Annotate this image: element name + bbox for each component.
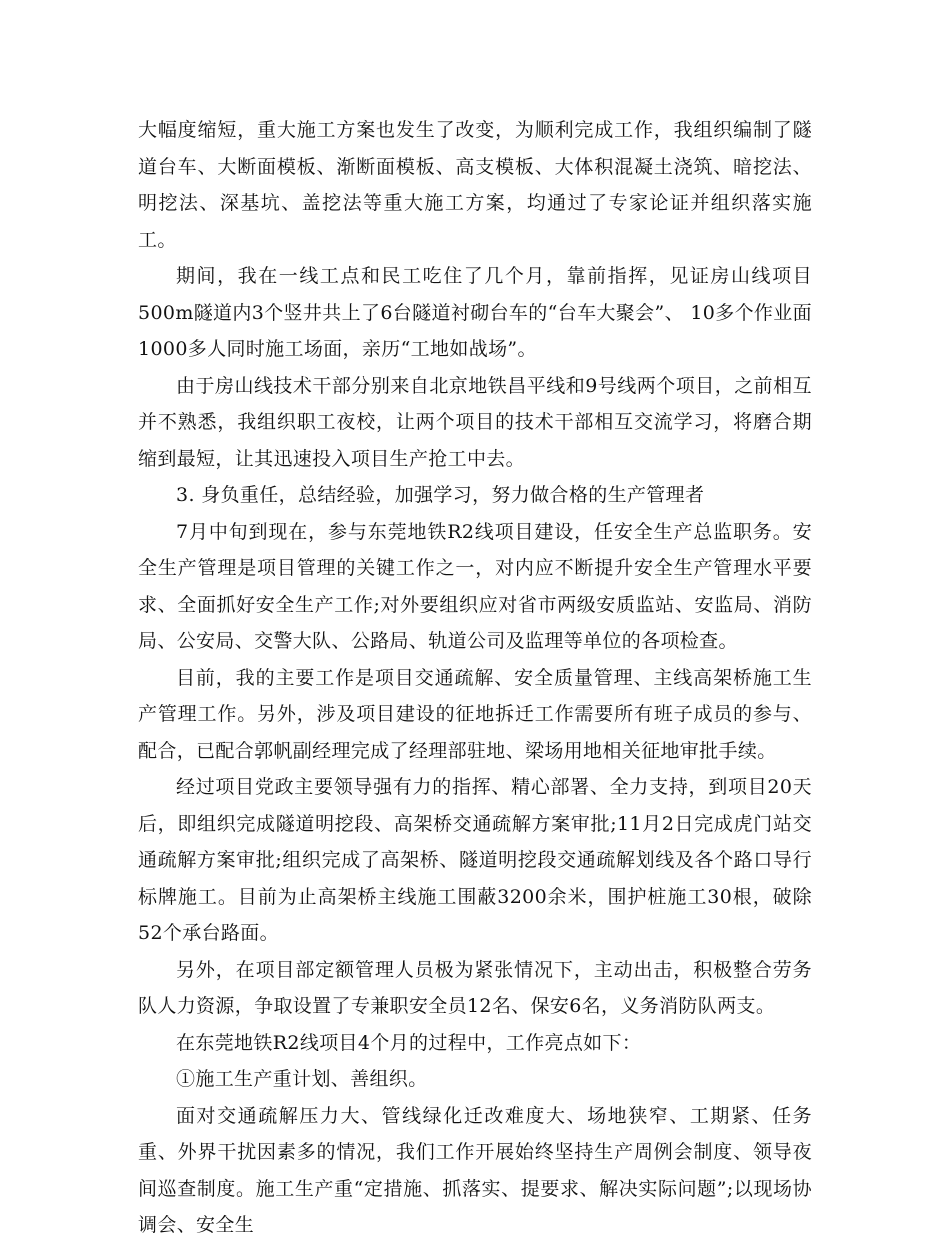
paragraph-planning: 面对交通疏解压力大、管线绿化迁改难度大、场地狭窄、工期紧、任务重、外界干扰因素多的情况，我们工作开展始终坚持生产周例会制度、领导夜间巡查制度。施工生产重“定措施、抓落实、提要求、解决实际问题”;以现场协调会、安全生 — [138, 1104, 812, 1236]
paragraph-main-work: 目前，我的主要工作是项目交通疏解、安全质量管理、主线高架桥施工生产管理工作。另外，涉及项目建设的征地拆迁工作需要所有班子成员的参与、配合，已配合郭帆副经理完成了经理部驻地、梁场用地相关征地审批手续。 — [138, 666, 812, 762]
document-body — [138, 112, 812, 1244]
list-item-highlight-1: ①施工生产重计划、善组织。 — [176, 1068, 428, 1090]
paragraph-highlights-intro: 在东莞地铁R2线项目4个月的过程中，工作亮点如下： — [176, 1031, 642, 1054]
section-heading-3: 3. 身负重任，总结经验，加强学习，努力做合格的生产管理者 — [176, 484, 705, 506]
paragraph-dongguan-role: 7月中旬到现在，参与东莞地铁R2线项目建设，任安全生产总监职务。安全生产管理是项目管理的关键工作之一，对内应不断提升安全生产管理水平要求、全面抓好安全生产工作;对外要组织应对省市两级安质监站、安监局、消防局、公安局、交警大队、公路局、轨道公司及监理等单位的各项检查。 — [138, 520, 812, 652]
paragraph-staffing: 另外，在项目部定额管理人员极为紧张情况下，主动出击，积极整合劳务队人力资源，争取设置了专兼职安全员12名、保安6名，义务消防队两支。 — [138, 958, 812, 1017]
paragraph-fangshan-site: 期间，我在一线工点和民工吃住了几个月，靠前指挥，见证房山线项目500m隧道内3个竖井共上了6台隧道衬砌台车的“台车大聚会”、 10多个作业面1000多人同时施工场面，亲历“工地如战场”。 — [138, 265, 812, 360]
paragraph-achievements: 经过项目党政主要领导强有力的指挥、精心部署、全力支持，到项目20天后，即组织完成隧道明挖段、高架桥交通疏解方案审批;11月2日完成虎门站交通疏解方案审批;组织完成了高架桥、隧道明挖段交通疏解划线及各个路口导行标牌施工。目前为止高架桥主线施工围蔽3200余米，围护桩施工30根，破除52个承台路面。 — [138, 776, 812, 944]
paragraph-night-school: 由于房山线技术干部分别来自北京地铁昌平线和9号线两个项目，之前相互并不熟悉，我组织职工夜校，让两个项目的技术干部相互交流学习，将磨合期缩到最短，让其迅速投入项目生产抢工中去。 — [138, 374, 812, 470]
paragraph-continuation-schemes: 大幅度缩短，重大施工方案也发生了改变，为顺利完成工作，我组织编制了隧道台车、大断面模板、渐断面模板、高支模板、大体积混凝土浇筑、暗挖法、明挖法、深基坑、盖挖法等重大施工方案，均通过了专家论证并组织落实施工。 — [138, 119, 812, 251]
